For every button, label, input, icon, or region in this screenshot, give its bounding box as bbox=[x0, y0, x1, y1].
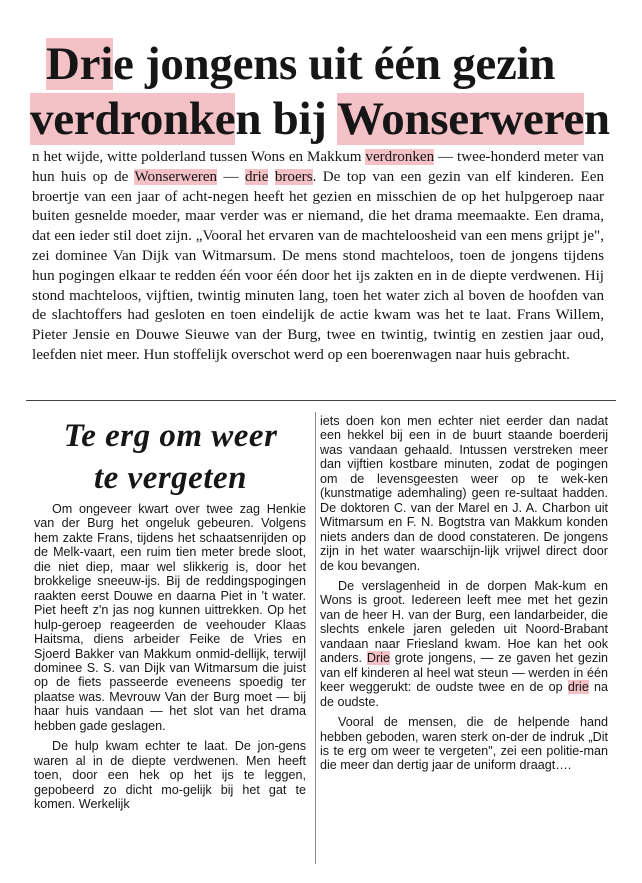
lead-text: — twee-honderd meter van hun huis op de bbox=[32, 149, 604, 185]
headline-text: n bij bbox=[235, 93, 338, 145]
highlight: Dri bbox=[46, 38, 113, 90]
highlight: verdronke bbox=[30, 93, 236, 145]
highlight: Wonserweren bbox=[134, 168, 218, 185]
paragraph: Vooral de mensen, die de helpende hand hebben geboden, waren sterk on-der de indruk „Dit is te erg om weer te vergeten", zei een politie-man die meer dan dertig jaar de uniform draagt…. bbox=[320, 715, 608, 773]
highlight: drie bbox=[244, 168, 269, 185]
column-divider bbox=[315, 412, 316, 864]
paragraph: iets doen kon men echter niet eerder dan nadat een hekkel bij een in de buurt staande boerderij was vandaan gehaald. Intussen verstreken meer dan vijftien kostbare minuten, zodat de pogingen om de levensgeesten weer op te wek-ken (kunstmatige ademhaling) geen re-sultaat hadden. De doktoren C. van der Marel en J. A. Charbon uit Witmarsum en F. N. Bogtstra van Makkum konden niets anders dan de dood constateren. De jongens zijn in het water waarschijn-lijk vrijwel direct door de kou bevangen. bbox=[320, 414, 608, 573]
lead-text: — bbox=[217, 168, 245, 185]
headline-text: e jongens uit één gezin bbox=[112, 38, 556, 90]
highlight: broers bbox=[274, 168, 313, 185]
highlight: Wonserwere bbox=[337, 93, 584, 145]
subheading-line-2: te vergeten bbox=[93, 460, 248, 496]
paragraph-text: De verslagenheid in de dorpen Mak-kum en Wons is groot. Iedereen leeft mee met het gezin van de heer H. van der Burg, een landarbeider, die slechts enkele jaren geleden uit Noord-Brabant vandaan naar Friesland kwam. Hoe kan het ook anders. bbox=[320, 578, 608, 666]
paragraph-text: grote jongens, — ze gaven het gezin van elf kinderen al heel wat steun — werden in één keer weggerukt: de oudste twee en de op bbox=[320, 651, 608, 695]
lead-text bbox=[268, 169, 274, 185]
headline-line-1 bbox=[46, 38, 626, 90]
section-divider bbox=[26, 400, 616, 401]
highlight: Drie bbox=[366, 651, 390, 666]
paragraph: De hulp kwam echter te laat. De jon-gens waren al in de diepte verdwenen. Men heeft toen, door een hek op het ijs te leggen, gepobeerd zo dicht mo-gelijk bij het gat te komen. Werkelijk bbox=[34, 739, 306, 812]
lead-text: n het wijde, witte polderland tussen Wons en Makkum bbox=[32, 149, 366, 165]
paragraph bbox=[320, 579, 608, 709]
lead-paragraph bbox=[32, 148, 604, 366]
subheading-line-1: Te erg om weer bbox=[63, 418, 278, 454]
paragraph-text: na de oudste. bbox=[320, 680, 608, 709]
lead-text: . De top van een gezin van elf kinderen. Een broertje van een jaar of acht-negen heeft het gezien en misschien de op het hulpgeroep naar buiten gesnelde moeder, maar verder was er niemand, die het drama meemaakte. Een drama, dat een ieder stil doet zijn. „Vooral het ervaren van de machteloosheid van een mens grijpt je", zei dominee Van Dijk van Witmarsum. De mens stond machteloos, toen de jongens tijdens hun pogingen elkaar te redden één voor één door het ijs zakten en in de diepte verdwenen. Hij stond machteloos, vijftien, twintig minuten lang, toen het water zich al boven de hoofden van de slachtoffers had gesloten en toen eindelijk de actie kwam was het te laat. Frans Willem, Pieter Jensie en Douwe Sieuwe van der Burg, twee en twintig, twintig en zestien jaar oud, leefden niet meer. Hun stoffelijk overschot werd op een boerenwagen naar huis gebracht. bbox=[32, 168, 604, 363]
right-column bbox=[320, 414, 608, 779]
left-column bbox=[34, 502, 306, 818]
paragraph: Om ongeveer kwart over twee zag Henkie van der Burg het ongeluk gebeuren. Volgens hem zakte Frans, tijdens het schaatsenrijden op de Melk-vaart, een ruim tien meter brede sloot, die niet diep, maar wel slikkerig is, door het brokkelige sneeuw-ijs. Bij de reddingspogingen raakten eerst Douwe en daarna Piet in 't water. Piet heeft z'n jas nog kunnen uittrekken. Op het hulp-geroep reageerden de veehouder Klaas Haitsma, diens arbeider Feike de Vries en Sjoerd Bakker van Makkum onmid-dellijk, terwijl dominee S. S. van Dijk van Witmarsum die juist op de fiets passeerde eveneens spoedig ter plaatse was. Mevrouw Van der Burg moet — bij haar huis vandaan — het slot van het drama hebben gade geslagen. bbox=[34, 502, 306, 733]
highlight: verdronken bbox=[365, 149, 435, 165]
headline-line-2 bbox=[30, 93, 610, 145]
headline-text: n bbox=[583, 93, 610, 145]
highlight: drie bbox=[567, 680, 589, 695]
